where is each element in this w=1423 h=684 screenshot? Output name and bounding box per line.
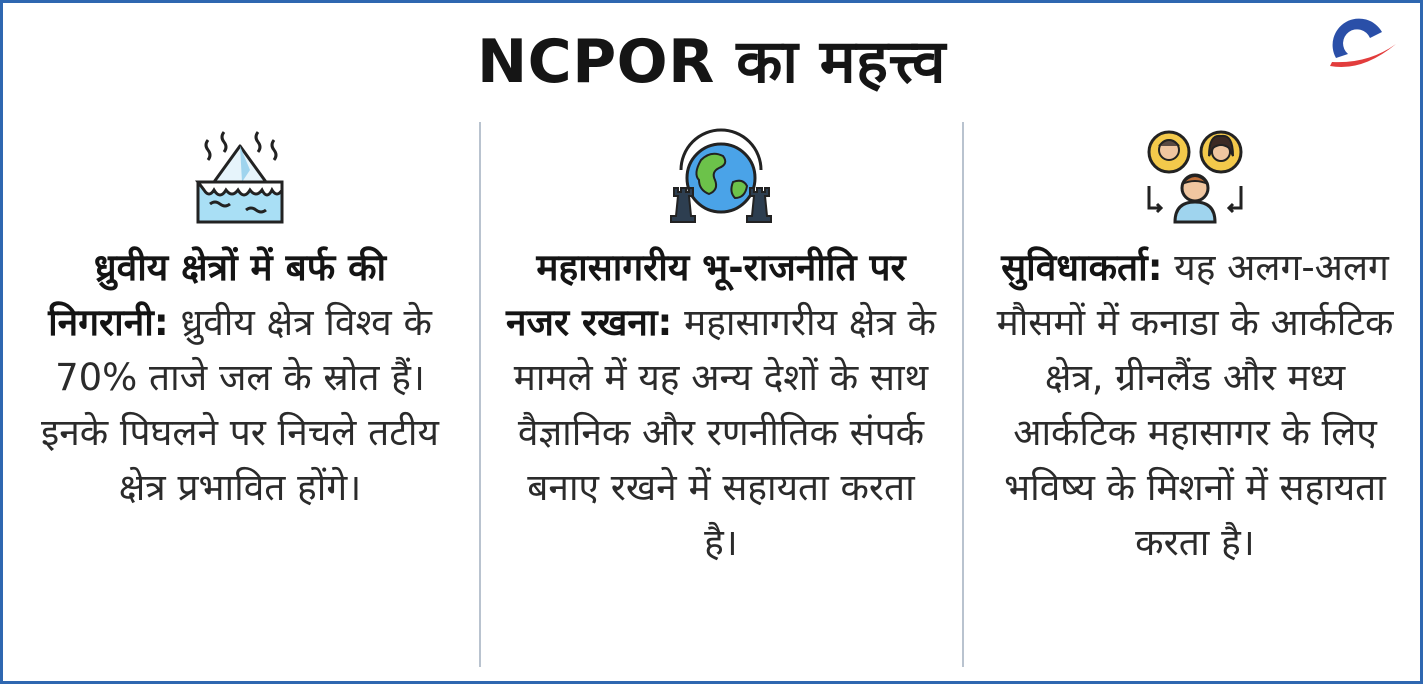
column-heading: ध्रुवीय क्षेत्रों में बर्फ की निगरानी: xyxy=(48,246,387,344)
melting-iceberg-icon xyxy=(180,126,300,226)
brand-logo-icon xyxy=(1322,10,1402,80)
column-polar-ice xyxy=(30,126,450,515)
column-heading: महासागरीय भू-राजनीति पर नजर रखना: xyxy=(506,246,906,344)
column-ocean-geopolitics xyxy=(505,126,937,570)
facilitator-people-icon xyxy=(1135,126,1255,226)
column-heading: सुविधाकर्ता: xyxy=(1001,246,1163,289)
column-divider xyxy=(962,122,964,667)
column-body: ध्रुवीय क्षेत्र विश्व के 70% ताजे जल के स्रोत हैं। इनके पिघलने पर निचले तटीय क्षेत्र प्रभावित होंगे। xyxy=(41,301,439,509)
column-divider xyxy=(479,122,481,667)
column-facilitator xyxy=(985,126,1405,570)
globe-chess-icon xyxy=(661,126,781,226)
column-body: यह अलग-अलग मौसमों में कनाडा के आर्कटिक क्षेत्र, ग्रीनलैंड और मध्य आर्कटिक महासागर के लिए भविष्य के मिशनों में सहायता करता है। xyxy=(996,246,1394,564)
page-title: NCPOR का महत्त्व xyxy=(476,27,947,97)
column-body: महासागरीय क्षेत्र के मामले में यह अन्य देशों के साथ वैज्ञानिक और रणनीतिक संपर्क बनाए रखने में सहायता करता है। xyxy=(513,301,936,564)
